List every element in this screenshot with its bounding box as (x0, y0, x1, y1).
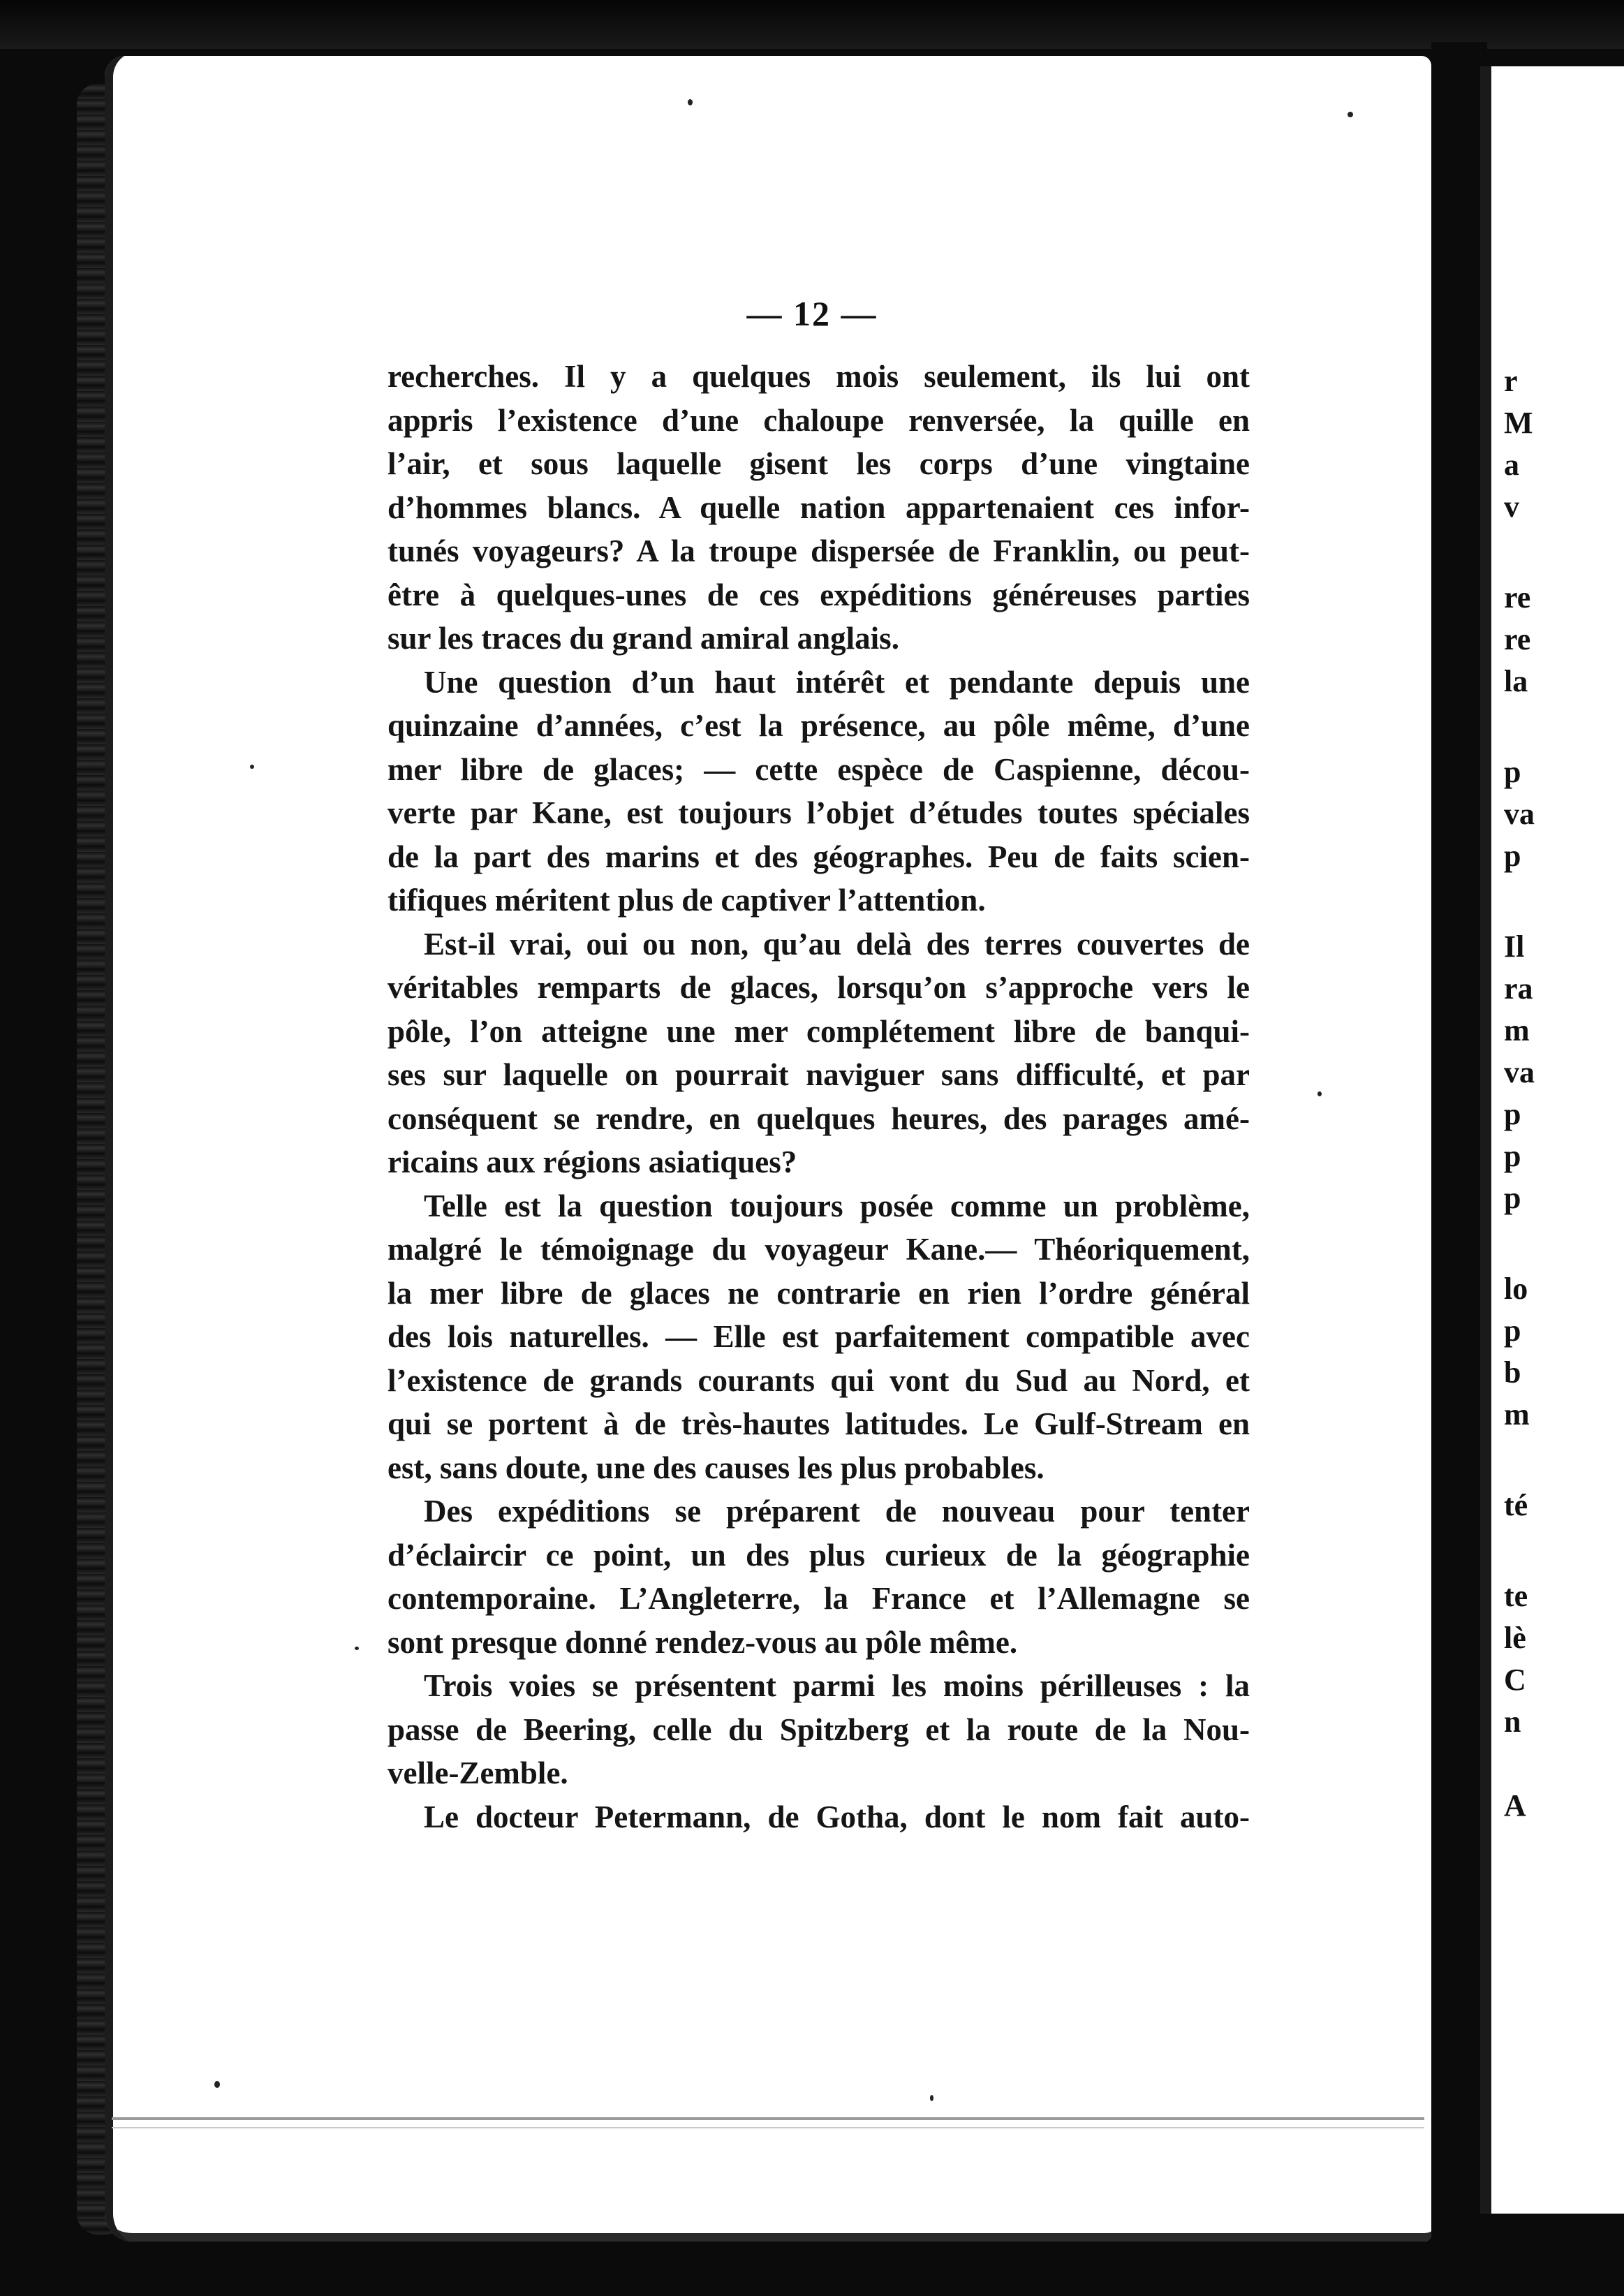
scan-speck (1317, 1091, 1322, 1096)
text-line: sont presque donné rendez-vous au pôle même. (387, 1624, 1018, 1660)
adjacent-page-text-fragment: p (1504, 1181, 1521, 1215)
text-line: Telle est la question toujours posée comme un problème, (424, 1188, 1250, 1223)
text-line: contemporaine. L’Angleterre, la France et l’Allemagne se (387, 1581, 1250, 1616)
adjacent-page-text-fragment: b (1504, 1355, 1521, 1390)
page-number-text: — 12 — (746, 294, 878, 333)
text-line: Des expéditions se préparent de nouveau pour tenter (424, 1494, 1250, 1529)
adjacent-page-text-fragment: a (1504, 448, 1519, 482)
text-line: Est-il vrai, oui ou non, qu’au delà des terres couvertes de (424, 926, 1250, 962)
scan-speck (930, 2095, 933, 2101)
adjacent-page-text-fragment: la (1504, 664, 1528, 698)
scan-speck (250, 765, 254, 769)
scan-top-edge (0, 0, 1624, 49)
text-line: verte par Kane, est toujours l’objet d’études toutes spéciales (387, 795, 1250, 830)
book-gutter (1431, 42, 1487, 2296)
adjacent-page-text-fragment: va (1504, 1055, 1535, 1089)
scan-bottom-rule-secondary (112, 2127, 1424, 2128)
text-line: conséquent se rendre, en quelques heures, des parages amé- (387, 1101, 1250, 1136)
text-line: Une question d’un haut intérêt et pendante depuis une (424, 664, 1250, 700)
text-line: appris l’existence d’une chaloupe renversée, la quille en (387, 402, 1250, 438)
adjacent-page-text-fragment: m (1504, 1397, 1530, 1432)
text-line: l’air, et sous laquelle gisent les corps d’une vingtaine (387, 446, 1250, 481)
adjacent-page-text-fragment: n (1504, 1705, 1521, 1739)
page-number (0, 293, 1624, 334)
text-line: mer libre de glaces; — cette espèce de Caspienne, décou- (387, 751, 1250, 787)
text-line: passe de Beering, celle du Spitzberg et la route de la Nou- (387, 1712, 1250, 1747)
text-line: de la part des marins et des géographes. Peu de faits scien- (387, 839, 1250, 874)
text-line: qui se portent à de très-hautes latitudes. Le Gulf-Stream en (387, 1406, 1250, 1441)
text-line: quinzaine d’années, c’est la présence, au pôle même, d’une (387, 708, 1250, 743)
text-line: véritables remparts de glaces, lorsqu’on s’approche vers le (387, 970, 1250, 1005)
text-line: est, sans doute, une des causes les plus probables. (387, 1450, 1044, 1485)
adjacent-page-text-fragment: m (1504, 1013, 1530, 1047)
adjacent-page-text-fragment: lè (1504, 1621, 1526, 1655)
text-line: tunés voyageurs? A la troupe dispersée de Franklin, ou peut- (387, 533, 1250, 568)
adjacent-page-text-fragment: re (1504, 580, 1531, 615)
adjacent-page-text-fragment: M (1504, 406, 1533, 440)
text-line: être à quelques-unes de ces expéditions généreuses parties (387, 577, 1250, 612)
text-line: malgré le témoignage du voyageur Kane.— Théoriquement, (387, 1232, 1250, 1267)
adjacent-page-text-fragment: va (1504, 797, 1535, 831)
text-line: la mer libre de glaces ne contrarie en rien l’ordre général (387, 1275, 1250, 1311)
scan-speck (355, 1647, 359, 1650)
adjacent-page-text-fragment: ra (1504, 971, 1533, 1006)
adjacent-page-text-fragment: re (1504, 622, 1531, 656)
adjacent-page-text-fragment: v (1504, 490, 1519, 524)
text-line: d’éclaircir ce point, un des plus curieux de la géographie (387, 1537, 1250, 1573)
adjacent-page-text-fragment: Il (1504, 929, 1525, 964)
scan-bottom-rule (112, 2117, 1424, 2120)
text-line: Trois voies se présentent parmi les moins périlleuses : la (424, 1668, 1250, 1703)
text-line: ricains aux régions asiatiques? (387, 1145, 797, 1179)
text-line: tifiques méritent plus de captiver l’attention. (387, 883, 986, 918)
scan-speck (1348, 112, 1353, 117)
text-line: ses sur laquelle on pourrait naviguer sans difficulté, et par (387, 1057, 1250, 1092)
adjacent-page-text-fragment: p (1504, 1097, 1521, 1131)
adjacent-page-text-fragment: p (1504, 1139, 1521, 1173)
scan-speck (214, 2081, 220, 2088)
text-line: d’hommes blancs. A quelle nation appartenaient ces infor- (387, 490, 1250, 525)
adjacent-page-text-fragment: te (1504, 1579, 1528, 1613)
text-line: recherches. Il y a quelques mois seulement, ils lui ont (387, 359, 1250, 394)
adjacent-page-text-fragment: C (1504, 1663, 1526, 1697)
body-text (387, 355, 1250, 1839)
adjacent-page-fragment (1480, 66, 1624, 2214)
adjacent-page-text-fragment: p (1504, 839, 1521, 873)
adjacent-page-text-fragment: A (1504, 1788, 1526, 1823)
text-line: velle-Zemble. (387, 1756, 568, 1790)
text-line: pôle, l’on atteigne une mer complétement libre de banqui- (387, 1013, 1250, 1049)
text-line: l’existence de grands courants qui vont du Sud au Nord, et (387, 1362, 1250, 1398)
adjacent-page-text-fragment: r (1504, 364, 1518, 398)
adjacent-page-text-fragment: p (1504, 1313, 1521, 1348)
scan-speck (688, 99, 693, 105)
text-line: des lois naturelles. — Elle est parfaitement compatible avec (387, 1319, 1250, 1354)
text-line: Le docteur Petermann, de Gotha, dont le nom fait auto- (424, 1799, 1250, 1834)
adjacent-page-text-fragment: lo (1504, 1272, 1528, 1306)
text-line: sur les traces du grand amiral anglais. (387, 621, 899, 656)
adjacent-page-text-fragment: té (1504, 1488, 1528, 1522)
adjacent-page-text-fragment: p (1504, 755, 1521, 789)
